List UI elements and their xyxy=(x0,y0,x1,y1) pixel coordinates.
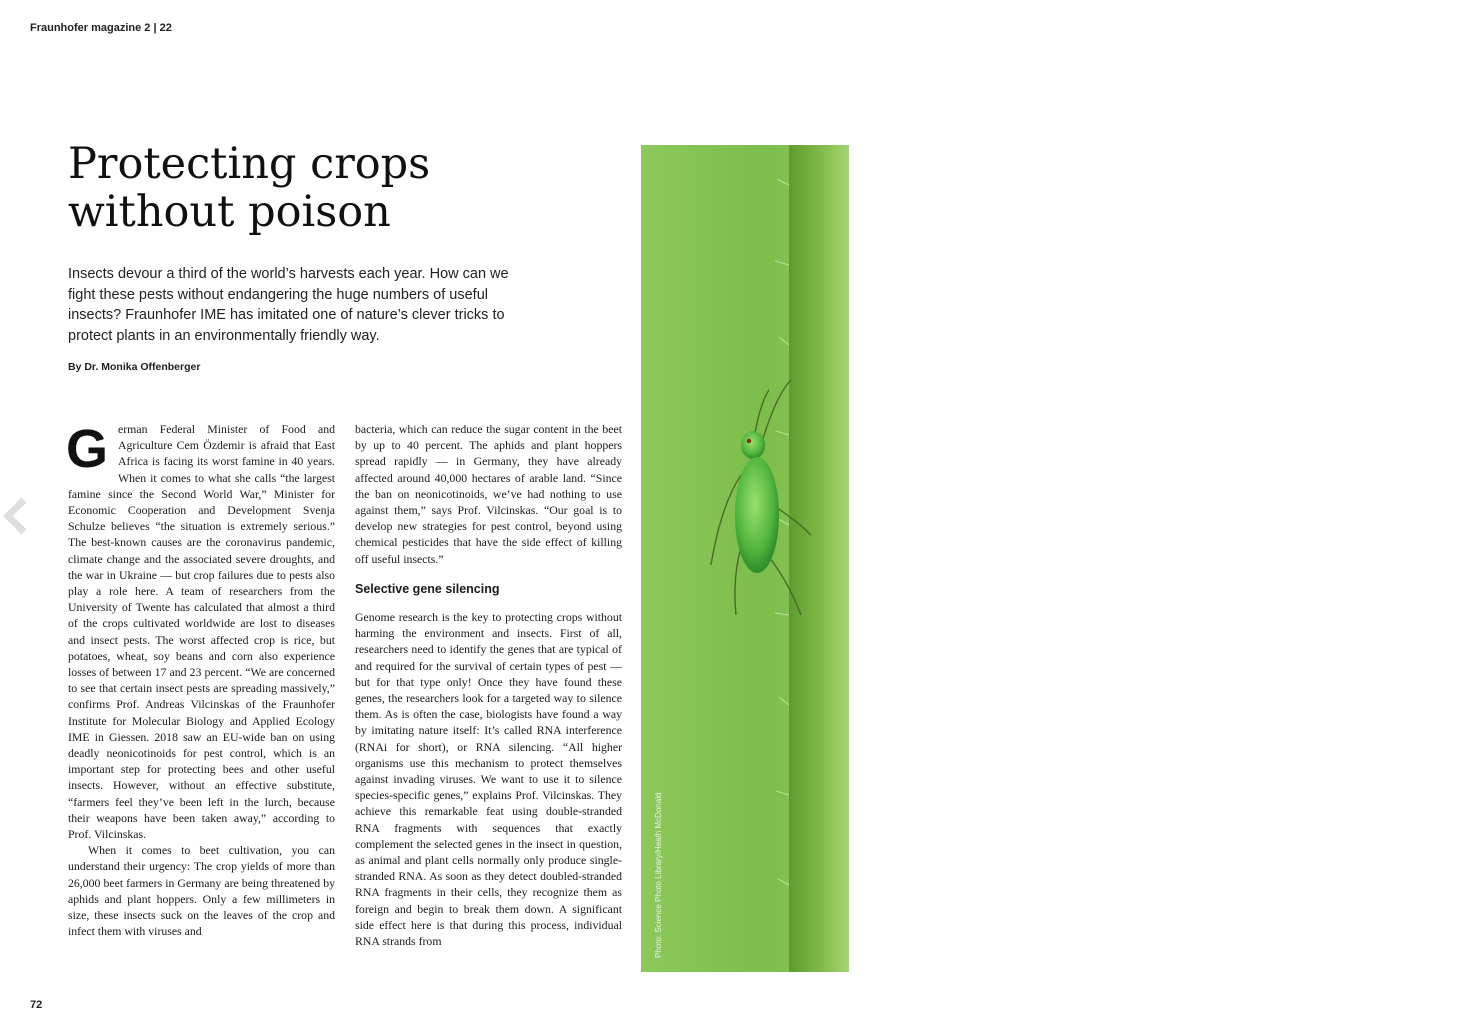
drop-cap: G xyxy=(66,419,109,479)
page-number: 72 xyxy=(30,999,43,1011)
body-column-2 xyxy=(355,421,622,949)
title-line-2: without poison xyxy=(68,187,391,237)
aphid-illustration xyxy=(641,145,849,972)
photo-credit: Photo: Science Photo Library/Heath McDonald xyxy=(654,792,663,958)
article-title xyxy=(68,140,628,236)
chevron-left-icon xyxy=(2,496,28,536)
aphid-photo xyxy=(641,145,1479,972)
article-lead: Insects devour a third of the world’s harvests each year. How can we fight these pests without endangering the huge numbers of useful insects? Fraunhofer IME has imitated one of nature’s clever tricks to protect plants in an environmentally friendly way. xyxy=(68,266,509,344)
title-line-1: Protecting crops xyxy=(68,139,431,189)
caption-text: When biting and sucking on plants, aphids also transmit viruses and bacteria. xyxy=(1304,377,1479,460)
byline: By Dr. Monika Offenberger xyxy=(68,361,201,373)
subheading: Selective gene silencing xyxy=(355,581,500,596)
paragraph-text: erman Federal Minister of Food and Agriculture Cem Özdemir is afraid that East Africa is facing its worst famine in 40 years. When it comes to what she calls “the largest famine since the Second World War,” Minister for Economic Cooperation and Development Svenja Schulze believes “the situation is extremely serious.” The best-known causes are the coronavirus pandemic, climate change and the associated severe droughts, and the war in Ukraine — but crop failures due to pests also play a role here. A team of researchers from the University of Twente has calculated that almost a third of the crops cultivated worldwide are lost to diseases and insect pests. The worst affected crop is rice, but potatoes, wheat, soy beans and corn also experience losses of between 17 and 23 percent. “We are concerned to see that certain insect pests are spreading massively,” confirms Prof. Andreas Vilcinskas of the Fraunhofer Institute for Molecular Biology and Applied Ecology IME in Giessen. 2018 saw an EU-wide ban on using deadly neonicotinoids for pest control, which is an important step for protecting bees and other useful insects. However, without an effective substitute, “farmers feel they’ve been left in the lurch, because their weapons have been taken away,” according to Prof. Vilcinskas. xyxy=(68,422,335,842)
body-paragraph: bacteria, which can reduce the sugar content in the beet by up to 40 percent. The aphids and plant hoppers spread rapidly — in Germany, they have already affected around 40,000 hectares of arable land. “Since the ban on neonicotinoids, we’ve had nothing to use against them,” says Prof. Vilcinskas. “Our goal is to develop new strategies for pest control, beyond using chemical pesticides that have the side effect of killing off useful insects.” xyxy=(355,422,622,566)
body-paragraph xyxy=(68,421,335,842)
photo-caption xyxy=(1304,353,1484,463)
previous-page-button[interactable] xyxy=(2,496,28,536)
body-column-1 xyxy=(68,421,335,940)
body-paragraph: Genome research is the key to protecting crops without harming the environment and insects. First of all, researchers need to identify the genes that are typical of and required for the survival of certain types of pest — but for that type only! Once they have found these genes, the researchers look for a targeted way to silence them. As is often the case, biologists have found a way by imitating nature itself: It’s called RNA interference (RNAi for short), or RNA silencing. “All higher organisms use this mechanism to protect themselves against invading viruses. We want to use it to silence species-specific genes,” explains Prof. Vilcinskas. They achieve this remarkable feat using double-stranded RNA fragments with sequences that exactly complement the selected genes in the insect in question, as animal and plant cells normally only produce single-stranded RNA. As soon as they detect doubled-stranded RNA fragments in their cells, they recognize them as foreign and begin to break them down. A significant side effect here is that during this process, individual RNA strands from xyxy=(355,610,622,949)
body-paragraph: When it comes to beet cultivation, you can understand their urgency: The crop yields of more than 26,000 beet farmers in Germany are being threatened by aphids and plant hoppers. Only a few millimeters in size, these insects suck on the leaves of the crop and infect them with viruses and xyxy=(68,843,335,939)
magazine-header: Fraunhofer magazine 2 | 22 xyxy=(30,22,172,34)
caption-title: Double trouble: xyxy=(1304,355,1423,372)
